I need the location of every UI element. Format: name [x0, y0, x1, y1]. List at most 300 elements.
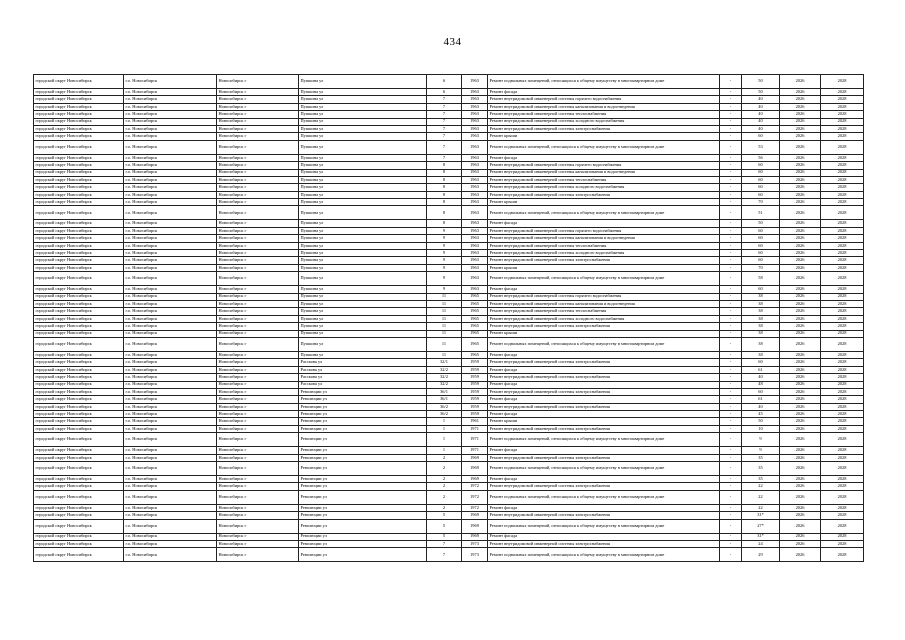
municipality-cell: городской округ Новосибирск — [34, 96, 124, 103]
build-year-cell: 1963 — [462, 286, 488, 293]
cost-cell: 60 — [742, 191, 780, 198]
plan-year-start-cell: 2026 — [780, 75, 821, 89]
street-cell: Пушкина ул — [299, 125, 427, 132]
table-row — [34, 447, 864, 454]
cost-cell: 60 — [742, 359, 780, 366]
house-number-cell: 7 — [427, 154, 462, 161]
table-row — [34, 118, 864, 125]
cost-cell: 22 — [742, 483, 780, 490]
municipality-cell: городской округ Новосибирск — [34, 220, 124, 227]
work-type-cell: Ремонт внутридомовой инженерной системы канализования и водоотведения — [488, 103, 720, 110]
municipality-cell: городской округ Новосибирск — [34, 264, 124, 271]
dash-cell: - — [720, 337, 742, 351]
municipality-cell: городской округ Новосибирск — [34, 374, 124, 381]
work-type-cell: Ремонт внутридомовой инженерной системы горячего водоснабжения — [488, 96, 720, 103]
dash-cell: - — [720, 286, 742, 293]
settlement-cell: г.о. Новосибирск — [124, 235, 217, 242]
dash-cell: - — [720, 533, 742, 540]
locality-cell: Новосибирск г — [217, 75, 299, 89]
locality-cell: Новосибирск г — [217, 103, 299, 110]
locality-cell: Новосибирск г — [217, 250, 299, 257]
plan-year-end-cell: 2028 — [821, 176, 864, 183]
street-cell: Пушкина ул — [299, 264, 427, 271]
work-type-cell: Ремонт внутридомовой инженерной системы теплоснабжения — [488, 242, 720, 249]
locality-cell: Новосибирск г — [217, 454, 299, 461]
house-number-cell: 9 — [427, 250, 462, 257]
work-type-cell: Ремонт подвальных помещений, относящихся к общему имуществу в многоквартирном доме — [488, 519, 720, 533]
table-row — [34, 308, 864, 315]
table-row — [34, 366, 864, 373]
locality-cell: Новосибирск г — [217, 133, 299, 140]
municipality-cell: городской округ Новосибирск — [34, 351, 124, 358]
locality-cell: Новосибирск г — [217, 403, 299, 410]
plan-year-start-cell: 2026 — [780, 272, 821, 286]
work-type-cell: Ремонт фасада — [488, 447, 720, 454]
plan-year-end-cell: 2028 — [821, 227, 864, 234]
table-row — [34, 374, 864, 381]
table-row — [34, 250, 864, 257]
plan-year-start-cell: 2026 — [780, 315, 821, 322]
plan-year-start-cell: 2026 — [780, 184, 821, 191]
table-row — [34, 184, 864, 191]
table-row — [34, 411, 864, 418]
plan-year-end-cell: 2028 — [821, 490, 864, 504]
plan-year-start-cell: 2026 — [780, 89, 821, 96]
dash-cell: - — [720, 418, 742, 425]
dash-cell: - — [720, 191, 742, 198]
street-cell: Пушкина ул — [299, 250, 427, 257]
street-cell: Революции ул — [299, 512, 427, 519]
settlement-cell: г.о. Новосибирск — [124, 293, 217, 300]
plan-year-end-cell: 2028 — [821, 425, 864, 432]
municipality-cell: городской округ Новосибирск — [34, 191, 124, 198]
plan-year-start-cell: 2026 — [780, 540, 821, 547]
plan-year-start-cell: 2026 — [780, 176, 821, 183]
street-cell: Революции ул — [299, 483, 427, 490]
house-number-cell: 8 — [427, 169, 462, 176]
work-type-cell: Ремонт фасада — [488, 476, 720, 483]
dash-cell: - — [720, 330, 742, 337]
house-number-cell: 2 — [427, 490, 462, 504]
municipality-cell: городской округ Новосибирск — [34, 454, 124, 461]
build-year-cell: 1963 — [462, 75, 488, 89]
settlement-cell: г.о. Новосибирск — [124, 483, 217, 490]
plan-year-start-cell: 2026 — [780, 250, 821, 257]
build-year-cell: 1963 — [462, 140, 488, 154]
cost-cell: 60 — [742, 133, 780, 140]
plan-year-end-cell: 2028 — [821, 447, 864, 454]
build-year-cell: 1969 — [462, 512, 488, 519]
cost-cell: 9 — [742, 433, 780, 447]
plan-year-start-cell: 2026 — [780, 433, 821, 447]
street-cell: Расскова ул — [299, 359, 427, 366]
locality-cell: Новосибирск г — [217, 540, 299, 547]
work-type-cell: Ремонт внутридомовой инженерной системы холодного водоснабжения — [488, 118, 720, 125]
plan-year-start-cell: 2026 — [780, 396, 821, 403]
dash-cell: - — [720, 433, 742, 447]
house-number-cell: 5 — [427, 519, 462, 533]
build-year-cell: 1965 — [462, 300, 488, 307]
dash-cell: - — [720, 425, 742, 432]
cost-cell: 38 — [742, 351, 780, 358]
plan-year-start-cell: 2026 — [780, 227, 821, 234]
cost-cell: 38 — [742, 293, 780, 300]
locality-cell: Новосибирск г — [217, 89, 299, 96]
table-row — [34, 293, 864, 300]
build-year-cell: 1963 — [462, 220, 488, 227]
plan-year-end-cell: 2028 — [821, 133, 864, 140]
street-cell: Пушкина ул — [299, 330, 427, 337]
municipality-cell: городской округ Новосибирск — [34, 176, 124, 183]
dash-cell: - — [720, 257, 742, 264]
work-type-cell: Ремонт подвальных помещений, относящихся к общему имуществу в многоквартирном доме — [488, 337, 720, 351]
municipality-cell: городской округ Новосибирск — [34, 206, 124, 220]
plan-year-start-cell: 2026 — [780, 359, 821, 366]
settlement-cell: г.о. Новосибирск — [124, 75, 217, 89]
street-cell: Расскова ул — [299, 374, 427, 381]
settlement-cell: г.о. Новосибирск — [124, 118, 217, 125]
street-cell: Революции ул — [299, 548, 427, 562]
street-cell: Пушкина ул — [299, 272, 427, 286]
municipality-cell: городской округ Новосибирск — [34, 169, 124, 176]
plan-year-start-cell: 2026 — [780, 235, 821, 242]
settlement-cell: г.о. Новосибирск — [124, 476, 217, 483]
settlement-cell: г.о. Новосибирск — [124, 191, 217, 198]
table-row — [34, 191, 864, 198]
locality-cell: Новосибирск г — [217, 418, 299, 425]
build-year-cell: 1965 — [462, 330, 488, 337]
house-number-cell: 7 — [427, 125, 462, 132]
dash-cell: - — [720, 388, 742, 395]
municipality-cell: городской округ Новосибирск — [34, 89, 124, 96]
locality-cell: Новосибирск г — [217, 388, 299, 395]
work-type-cell: Ремонт подвальных помещений, относящихся к общему имуществу в многоквартирном доме — [488, 462, 720, 476]
municipality-cell: городской округ Новосибирск — [34, 483, 124, 490]
locality-cell: Новосибирск г — [217, 293, 299, 300]
settlement-cell: г.о. Новосибирск — [124, 454, 217, 461]
house-number-cell: 2 — [427, 454, 462, 461]
table-row — [34, 540, 864, 547]
work-type-cell: Ремонт внутридомовой инженерной системы электроснабжения — [488, 403, 720, 410]
work-type-cell: Ремонт внутридомовой инженерной системы холодного водоснабжения — [488, 184, 720, 191]
settlement-cell: г.о. Новосибирск — [124, 540, 217, 547]
dash-cell: - — [720, 462, 742, 476]
settlement-cell: г.о. Новосибирск — [124, 418, 217, 425]
locality-cell: Новосибирск г — [217, 374, 299, 381]
build-year-cell: 1963 — [462, 242, 488, 249]
cost-cell: 35 — [742, 476, 780, 483]
street-cell: Пушкина ул — [299, 154, 427, 161]
settlement-cell: г.о. Новосибирск — [124, 548, 217, 562]
settlement-cell: г.о. Новосибирск — [124, 89, 217, 96]
work-type-cell: Ремонт внутридомовой инженерной системы электроснабжения — [488, 323, 720, 330]
table-row — [34, 454, 864, 461]
work-type-cell: Ремонт крыши — [488, 199, 720, 206]
plan-year-end-cell: 2028 — [821, 308, 864, 315]
dash-cell: - — [720, 396, 742, 403]
plan-year-end-cell: 2028 — [821, 411, 864, 418]
plan-year-start-cell: 2026 — [780, 330, 821, 337]
cost-cell: 60 — [742, 242, 780, 249]
house-number-cell: 8 — [427, 206, 462, 220]
house-number-cell: 8 — [427, 199, 462, 206]
house-number-cell: 36/1 — [427, 388, 462, 395]
house-number-cell: 1 — [427, 447, 462, 454]
work-type-cell: Ремонт фасада — [488, 533, 720, 540]
build-year-cell: 1963 — [462, 118, 488, 125]
table-row — [34, 264, 864, 271]
house-number-cell: 6 — [427, 89, 462, 96]
locality-cell: Новосибирск г — [217, 351, 299, 358]
plan-year-end-cell: 2028 — [821, 286, 864, 293]
plan-year-start-cell: 2026 — [780, 118, 821, 125]
dash-cell: - — [720, 540, 742, 547]
municipality-cell: городской округ Новосибирск — [34, 300, 124, 307]
table-row — [34, 75, 864, 89]
dash-cell: - — [720, 483, 742, 490]
street-cell: Пушкина ул — [299, 351, 427, 358]
locality-cell: Новосибирск г — [217, 191, 299, 198]
settlement-cell: г.о. Новосибирск — [124, 512, 217, 519]
cost-cell: 60 — [742, 235, 780, 242]
build-year-cell: 1963 — [462, 96, 488, 103]
build-year-cell: 1969 — [462, 476, 488, 483]
dash-cell: - — [720, 504, 742, 511]
cost-cell: 40 — [742, 403, 780, 410]
cost-cell: 40 — [742, 103, 780, 110]
settlement-cell: г.о. Новосибирск — [124, 176, 217, 183]
locality-cell: Новосибирск г — [217, 490, 299, 504]
build-year-cell: 1965 — [462, 315, 488, 322]
build-year-cell: 1963 — [462, 191, 488, 198]
street-cell: Пушкина ул — [299, 140, 427, 154]
house-number-cell: 8 — [427, 162, 462, 169]
plan-year-end-cell: 2028 — [821, 162, 864, 169]
work-type-cell: Ремонт подвальных помещений, относящихся к общему имуществу в многоквартирном доме — [488, 548, 720, 562]
dash-cell: - — [720, 512, 742, 519]
municipality-cell: городской округ Новосибирск — [34, 476, 124, 483]
work-type-cell: Ремонт крыши — [488, 264, 720, 271]
plan-year-end-cell: 2028 — [821, 300, 864, 307]
settlement-cell: г.о. Новосибирск — [124, 504, 217, 511]
locality-cell: Новосибирск г — [217, 411, 299, 418]
street-cell: Расскова ул — [299, 366, 427, 373]
dash-cell: - — [720, 133, 742, 140]
settlement-cell: г.о. Новосибирск — [124, 250, 217, 257]
street-cell: Пушкина ул — [299, 199, 427, 206]
cost-cell: 38 — [742, 315, 780, 322]
settlement-cell: г.о. Новосибирск — [124, 533, 217, 540]
build-year-cell: 1963 — [462, 250, 488, 257]
locality-cell: Новосибирск г — [217, 323, 299, 330]
table-row — [34, 206, 864, 220]
cost-cell: 53 — [742, 140, 780, 154]
plan-year-start-cell: 2026 — [780, 199, 821, 206]
plan-year-start-cell: 2026 — [780, 169, 821, 176]
house-number-cell: 9 — [427, 235, 462, 242]
street-cell: Пушкина ул — [299, 89, 427, 96]
cost-cell: 38 — [742, 323, 780, 330]
plan-year-start-cell: 2026 — [780, 504, 821, 511]
work-type-cell: Ремонт фасада — [488, 504, 720, 511]
municipality-cell: городской округ Новосибирск — [34, 184, 124, 191]
cost-cell: 50 — [742, 75, 780, 89]
settlement-cell: г.о. Новосибирск — [124, 140, 217, 154]
locality-cell: Новосибирск г — [217, 272, 299, 286]
cost-cell: 35 — [742, 462, 780, 476]
dash-cell: - — [720, 242, 742, 249]
build-year-cell: 1969 — [462, 454, 488, 461]
settlement-cell: г.о. Новосибирск — [124, 519, 217, 533]
municipality-cell: городской округ Новосибирск — [34, 337, 124, 351]
work-type-cell: Ремонт фасада — [488, 366, 720, 373]
plan-year-end-cell: 2028 — [821, 75, 864, 89]
dash-cell: - — [720, 264, 742, 271]
table-row — [34, 103, 864, 110]
locality-cell: Новосибирск г — [217, 118, 299, 125]
street-cell: Революции ул — [299, 425, 427, 432]
table-row — [34, 125, 864, 132]
cost-cell: 61 — [742, 366, 780, 373]
settlement-cell: г.о. Новосибирск — [124, 264, 217, 271]
house-number-cell: 1 — [427, 425, 462, 432]
build-year-cell: 1959 — [462, 359, 488, 366]
municipality-cell: городской округ Новосибирск — [34, 125, 124, 132]
plan-year-end-cell: 2028 — [821, 199, 864, 206]
house-number-cell: 11 — [427, 337, 462, 351]
street-cell: Революции ул — [299, 519, 427, 533]
plan-year-start-cell: 2026 — [780, 154, 821, 161]
build-year-cell: 1971 — [462, 447, 488, 454]
dash-cell: - — [720, 548, 742, 562]
settlement-cell: г.о. Новосибирск — [124, 323, 217, 330]
settlement-cell: г.о. Новосибирск — [124, 184, 217, 191]
work-type-cell: Ремонт внутридомовой инженерной системы электроснабжения — [488, 454, 720, 461]
street-cell: Революции ул — [299, 490, 427, 504]
work-type-cell: Ремонт крыши — [488, 418, 720, 425]
table-row — [34, 235, 864, 242]
house-number-cell: 11 — [427, 315, 462, 322]
plan-year-start-cell: 2026 — [780, 103, 821, 110]
locality-cell: Новосибирск г — [217, 286, 299, 293]
build-year-cell: 1961 — [462, 418, 488, 425]
locality-cell: Новосибирск г — [217, 264, 299, 271]
settlement-cell: г.о. Новосибирск — [124, 272, 217, 286]
plan-year-end-cell: 2028 — [821, 257, 864, 264]
plan-year-start-cell: 2026 — [780, 490, 821, 504]
plan-year-end-cell: 2028 — [821, 374, 864, 381]
municipality-cell: городской округ Новосибирск — [34, 227, 124, 234]
municipality-cell: городской округ Новосибирск — [34, 199, 124, 206]
cost-cell: 31* — [742, 512, 780, 519]
street-cell: Революции ул — [299, 396, 427, 403]
municipality-cell: городской округ Новосибирск — [34, 111, 124, 118]
municipality-cell: городской округ Новосибирск — [34, 75, 124, 89]
locality-cell: Новосибирск г — [217, 199, 299, 206]
settlement-cell: г.о. Новосибирск — [124, 359, 217, 366]
plan-year-end-cell: 2028 — [821, 111, 864, 118]
table-row — [34, 286, 864, 293]
plan-year-start-cell: 2026 — [780, 512, 821, 519]
plan-year-end-cell: 2028 — [821, 330, 864, 337]
table-row — [34, 359, 864, 366]
house-number-cell: 36/2 — [427, 411, 462, 418]
municipality-cell: городской округ Новосибирск — [34, 242, 124, 249]
build-year-cell: 1972 — [462, 490, 488, 504]
house-number-cell: 9 — [427, 242, 462, 249]
table-row — [34, 483, 864, 490]
build-year-cell: 1973 — [462, 548, 488, 562]
locality-cell: Новосибирск г — [217, 154, 299, 161]
settlement-cell: г.о. Новосибирск — [124, 462, 217, 476]
table-row — [34, 433, 864, 447]
build-year-cell: 1971 — [462, 425, 488, 432]
cost-cell: 50 — [742, 89, 780, 96]
settlement-cell: г.о. Новосибирск — [124, 206, 217, 220]
table-row — [34, 418, 864, 425]
municipality-cell: городской округ Новосибирск — [34, 359, 124, 366]
municipality-cell: городской округ Новосибирск — [34, 381, 124, 388]
dash-cell: - — [720, 447, 742, 454]
work-type-cell: Ремонт подвальных помещений, относящихся к общему имуществу в многоквартирном доме — [488, 490, 720, 504]
locality-cell: Новосибирск г — [217, 476, 299, 483]
house-number-cell: 9 — [427, 264, 462, 271]
dash-cell: - — [720, 315, 742, 322]
plan-year-start-cell: 2026 — [780, 337, 821, 351]
house-number-cell: 5 — [427, 533, 462, 540]
locality-cell: Новосибирск г — [217, 381, 299, 388]
street-cell: Пушкина ул — [299, 337, 427, 351]
house-number-cell: 32/1 — [427, 359, 462, 366]
cost-cell: 60 — [742, 257, 780, 264]
dash-cell: - — [720, 169, 742, 176]
dash-cell: - — [720, 351, 742, 358]
table-row — [34, 257, 864, 264]
municipality-cell: городской округ Новосибирск — [34, 235, 124, 242]
street-cell: Пушкина ул — [299, 206, 427, 220]
house-number-cell: 8 — [427, 191, 462, 198]
cost-cell: 60 — [742, 162, 780, 169]
table-row — [34, 89, 864, 96]
cost-cell: 60 — [742, 388, 780, 395]
build-year-cell: 1963 — [462, 206, 488, 220]
cost-cell: 70 — [742, 199, 780, 206]
work-type-cell: Ремонт подвальных помещений, относящихся к общему имуществу в многоквартирном доме — [488, 206, 720, 220]
house-number-cell: 2 — [427, 476, 462, 483]
house-number-cell: 11 — [427, 330, 462, 337]
table-row — [34, 476, 864, 483]
dash-cell: - — [720, 293, 742, 300]
plan-year-start-cell: 2026 — [780, 206, 821, 220]
plan-year-end-cell: 2028 — [821, 366, 864, 373]
cost-cell: 56 — [742, 154, 780, 161]
table-row — [34, 490, 864, 504]
plan-year-start-cell: 2026 — [780, 447, 821, 454]
work-type-cell: Ремонт внутридомовой инженерной системы электроснабжения — [488, 125, 720, 132]
dash-cell: - — [720, 476, 742, 483]
build-year-cell: 1959 — [462, 388, 488, 395]
work-type-cell: Ремонт внутридомовой инженерной системы электроснабжения — [488, 191, 720, 198]
house-number-cell: 1 — [427, 418, 462, 425]
build-year-cell: 1963 — [462, 169, 488, 176]
street-cell: Пушкина ул — [299, 286, 427, 293]
build-year-cell: 1971 — [462, 433, 488, 447]
cost-cell: 22 — [742, 490, 780, 504]
build-year-cell: 1963 — [462, 162, 488, 169]
build-year-cell: 1965 — [462, 351, 488, 358]
municipality-cell: городской округ Новосибирск — [34, 512, 124, 519]
table-row — [34, 462, 864, 476]
